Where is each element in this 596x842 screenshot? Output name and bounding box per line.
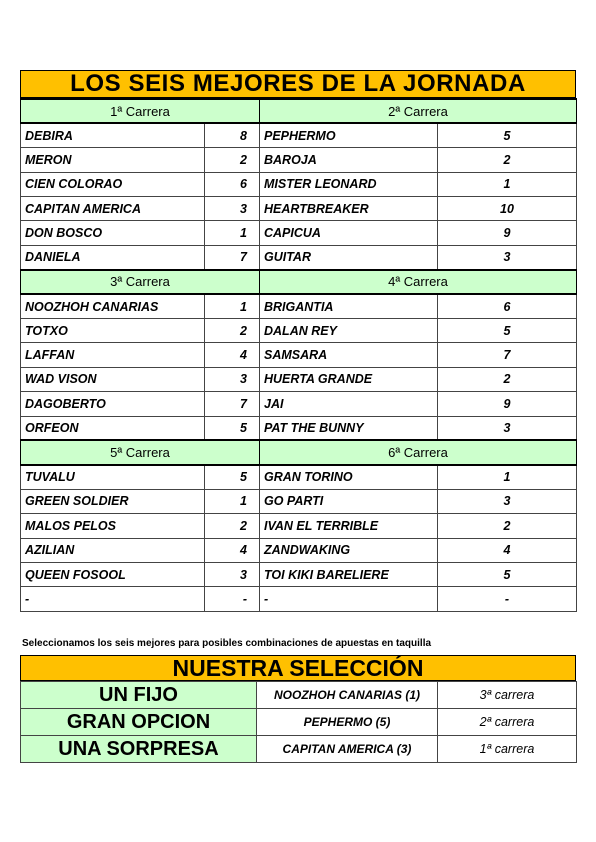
horse-name: GUITAR: [260, 245, 438, 269]
horse-number: 9: [438, 221, 577, 245]
horse-name: ZANDWAKING: [260, 538, 438, 562]
table-row: [21, 319, 577, 343]
horse-number: 2: [438, 514, 577, 538]
horse-name: TOI KIKI BARELIERE: [260, 562, 438, 586]
table-row: [21, 489, 577, 513]
selection-row: [21, 682, 577, 709]
selection-pick: PEPHERMO (5): [257, 709, 438, 736]
race-header-row: [21, 99, 577, 123]
horse-number: 2: [205, 514, 260, 538]
horse-number: 2: [438, 367, 577, 391]
horse-name: MISTER LEONARD: [260, 172, 438, 196]
horse-number: 4: [205, 538, 260, 562]
page-title: LOS SEIS MEJORES DE LA JORNADA: [20, 70, 576, 98]
table-row: [21, 392, 577, 416]
horse-name: SAMSARA: [260, 343, 438, 367]
horse-name: AZILIAN: [21, 538, 205, 562]
horse-number: 2: [205, 148, 260, 172]
horse-number: -: [205, 587, 260, 611]
horse-name: -: [260, 587, 438, 611]
table-row: [21, 514, 577, 538]
horse-number: 1: [205, 221, 260, 245]
horse-name: PEPHERMO: [260, 123, 438, 147]
horse-name: DANIELA: [21, 245, 205, 269]
horse-number: 3: [438, 245, 577, 269]
horse-number: 3: [438, 489, 577, 513]
table-row: [21, 465, 577, 489]
horse-number: 3: [438, 416, 577, 440]
horse-number: -: [438, 587, 577, 611]
table-row: [21, 172, 577, 196]
horse-number: 6: [205, 172, 260, 196]
selection-category: UN FIJO: [21, 682, 257, 709]
table-row: [21, 123, 577, 147]
horse-number: 4: [205, 343, 260, 367]
horse-number: 3: [205, 367, 260, 391]
horse-number: 5: [438, 319, 577, 343]
selection-pick: CAPITAN AMERICA (3): [257, 736, 438, 763]
horse-name: WAD VISON: [21, 367, 205, 391]
selection-race: 3ª carrera: [438, 682, 577, 709]
horse-name: GREEN SOLDIER: [21, 489, 205, 513]
table-row: [21, 197, 577, 221]
horse-name: PAT THE BUNNY: [260, 416, 438, 440]
selection-row: [21, 736, 577, 763]
horse-name: HUERTA GRANDE: [260, 367, 438, 391]
horse-name: CAPICUA: [260, 221, 438, 245]
horse-number: 7: [205, 392, 260, 416]
horse-name: NOOZHOH CANARIAS: [21, 294, 205, 318]
horse-number: 1: [205, 489, 260, 513]
horse-name: MERON: [21, 148, 205, 172]
race-header-row: [21, 270, 577, 294]
horse-number: 3: [205, 562, 260, 586]
horse-name: BRIGANTIA: [260, 294, 438, 318]
horse-name: DALAN REY: [260, 319, 438, 343]
horse-number: 1: [438, 172, 577, 196]
table-row: [21, 367, 577, 391]
table-row: [21, 343, 577, 367]
selection-pick: NOOZHOH CANARIAS (1): [257, 682, 438, 709]
horse-number: 5: [438, 562, 577, 586]
horse-number: 3: [205, 197, 260, 221]
horse-name: DAGOBERTO: [21, 392, 205, 416]
table-row: [21, 148, 577, 172]
horse-number: 7: [205, 245, 260, 269]
race-header: 6ª Carrera: [260, 440, 577, 464]
horse-name: JAI: [260, 392, 438, 416]
table-row: [21, 587, 577, 611]
selection-race: 2ª carrera: [438, 709, 577, 736]
race-header: 1ª Carrera: [21, 99, 260, 123]
table-row: [21, 416, 577, 440]
selection-note: Seleccionamos los seis mejores para posibles combinaciones de apuestas en taquilla: [22, 638, 432, 649]
horse-number: 6: [438, 294, 577, 318]
horse-name: ORFEON: [21, 416, 205, 440]
horse-number: 7: [438, 343, 577, 367]
horse-name: GRAN TORINO: [260, 465, 438, 489]
race-header: 5ª Carrera: [21, 440, 260, 464]
horse-name: CAPITAN AMERICA: [21, 197, 205, 221]
race-header: 3ª Carrera: [21, 270, 260, 294]
horse-number: 9: [438, 392, 577, 416]
horse-number: 5: [205, 416, 260, 440]
horse-name: LAFFAN: [21, 343, 205, 367]
horse-name: TUVALU: [21, 465, 205, 489]
selection-title: NUESTRA SELECCIÓN: [20, 655, 576, 681]
horse-name: DON BOSCO: [21, 221, 205, 245]
horse-number: 4: [438, 538, 577, 562]
horse-name: TOTXO: [21, 319, 205, 343]
horse-name: CIEN COLORAO: [21, 172, 205, 196]
table-row: [21, 245, 577, 269]
horse-name: DEBIRA: [21, 123, 205, 147]
races-table: [20, 98, 577, 612]
race-header: 4ª Carrera: [260, 270, 577, 294]
selection-row: [21, 709, 577, 736]
horse-name: -: [21, 587, 205, 611]
horse-name: QUEEN FOSOOL: [21, 562, 205, 586]
horse-number: 2: [438, 148, 577, 172]
horse-number: 5: [205, 465, 260, 489]
table-row: [21, 294, 577, 318]
table-row: [21, 538, 577, 562]
selection-category: GRAN OPCION: [21, 709, 257, 736]
horse-number: 8: [205, 123, 260, 147]
horse-name: HEARTBREAKER: [260, 197, 438, 221]
horse-number: 5: [438, 123, 577, 147]
horse-name: BAROJA: [260, 148, 438, 172]
table-row: [21, 562, 577, 586]
selection-category: UNA SORPRESA: [21, 736, 257, 763]
horse-number: 10: [438, 197, 577, 221]
horse-number: 1: [438, 465, 577, 489]
horse-number: 1: [205, 294, 260, 318]
selection-table: [20, 681, 577, 763]
horse-name: IVAN EL TERRIBLE: [260, 514, 438, 538]
race-header-row: [21, 440, 577, 464]
race-header: 2ª Carrera: [260, 99, 577, 123]
table-row: [21, 221, 577, 245]
horse-number: 2: [205, 319, 260, 343]
horse-name: GO PARTI: [260, 489, 438, 513]
selection-race: 1ª carrera: [438, 736, 577, 763]
horse-name: MALOS PELOS: [21, 514, 205, 538]
